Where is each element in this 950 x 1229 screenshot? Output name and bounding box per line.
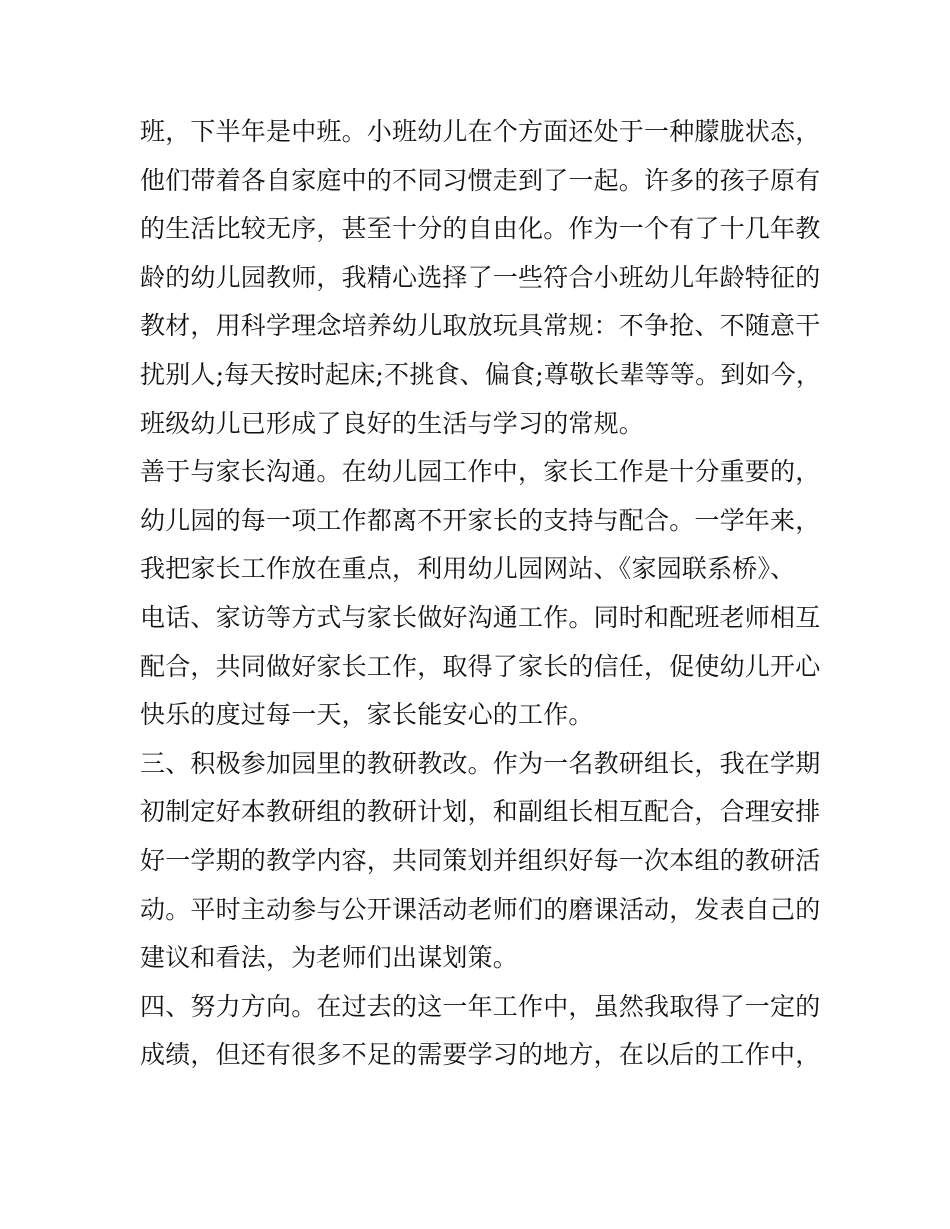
text-line: 建议和看法，为老师们出谋划策。 bbox=[140, 943, 519, 973]
text-line: 配合，共同做好家长工作，取得了家长的信任，促使幼儿开心 bbox=[140, 651, 821, 681]
text-line: 动。平时主动参与公开课活动老师们的磨课活动，发表自己的 bbox=[140, 894, 821, 924]
text-line: 三、积极参加园里的教研教改。作为一名教研组长，我在学期 bbox=[140, 748, 821, 778]
text-line: 善于与家长沟通。在幼儿园工作中，家长工作是十分重要的， bbox=[140, 457, 821, 487]
document-body bbox=[140, 108, 822, 1080]
text-line: 班级幼儿已形成了良好的生活与学习的常规。 bbox=[140, 408, 645, 438]
text-line: 教材，用科学理念培养幼儿取放玩具常规：不争抢、不随意干 bbox=[140, 311, 821, 341]
text-line: 快乐的度过每一天，家长能安心的工作。 bbox=[140, 700, 594, 730]
text-line: 龄的幼儿园教师，我精心选择了一些符合小班幼儿年龄特征的 bbox=[140, 262, 821, 292]
text-line: 幼儿园的每一项工作都离不开家长的支持与配合。一学年来， bbox=[140, 505, 821, 535]
text-line: 我把家长工作放在重点，利用幼儿园网站、《家园联系桥》、 bbox=[140, 554, 796, 584]
text-line: 初制定好本教研组的教研计划，和副组长相互配合，合理安排 bbox=[140, 797, 821, 827]
text-line: 他们带着各自家庭中的不同习惯走到了一起。许多的孩子原有 bbox=[140, 165, 821, 195]
text-line: 的生活比较无序，甚至十分的自由化。作为一个有了十几年教 bbox=[140, 214, 821, 244]
text-line: 成绩，但还有很多不足的需要学习的地方，在以后的工作中， bbox=[140, 1040, 821, 1070]
text-line: 班，下半年是中班。小班幼儿在个方面还处于一种朦胧状态， bbox=[140, 117, 821, 146]
text-line: 四、努力方向。在过去的这一年工作中，虽然我取得了一定的 bbox=[140, 991, 821, 1021]
text-line: 扰别人;每天按时起床;不挑食、偏食;尊敬长辈等等。到如今， bbox=[140, 359, 822, 389]
text-line: 好一学期的教学内容，共同策划并组织好每一次本组的教研活 bbox=[140, 845, 821, 875]
text-line: 电话、家访等方式与家长做好沟通工作。同时和配班老师相互 bbox=[140, 602, 821, 632]
